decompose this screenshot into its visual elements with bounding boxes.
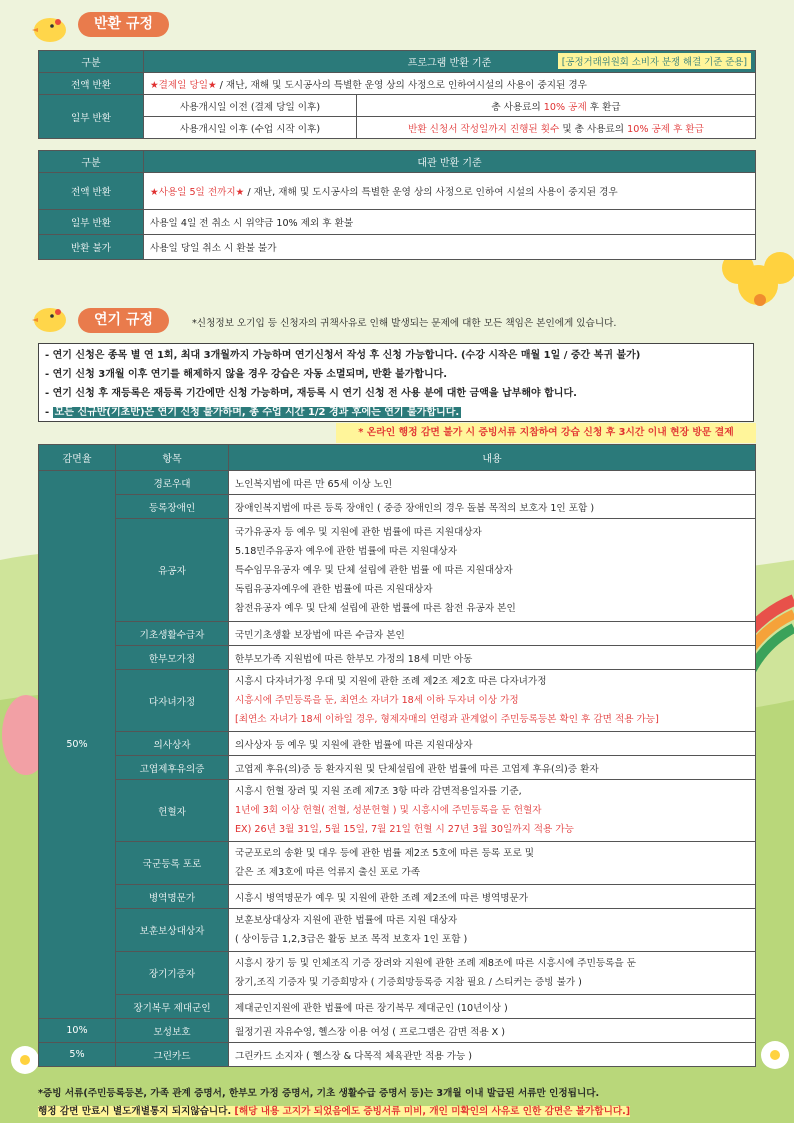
item-label: 다자녀가정	[116, 670, 229, 732]
content-line: 시흥시 다자녀가정 우대 및 지원에 관한 조례 제2조 제2호 따른 다자녀가정	[235, 676, 547, 687]
item-content: 국민기초생활 보장법에 따른 수급자 본인	[229, 622, 756, 646]
item-label: 모성보호	[116, 1019, 229, 1043]
partial-before-start: 사용개시일 이전 (결제 당일 이후)	[144, 95, 357, 117]
content-line-highlight: EX) 26년 3월 31일, 5월 15일, 7월 21일 헌혈 시 27년 3월 30일까지 적용 가능	[235, 824, 574, 835]
col-header-item: 항목	[116, 445, 229, 471]
content-line-highlight: 시흥시에 주민등록을 둔, 최연소 자녀가 18세 이하 두자녀 이상 가정	[235, 695, 519, 706]
rental-refund-table	[38, 150, 756, 260]
full-refund-text: / 재난, 재해 및 도시공사의 특별한 운영 상의 사정으로 인하여 시설의 사용이 중지된 경우	[244, 187, 618, 198]
content-line-highlight: [최연소 자녀가 18세 이하일 경우, 형제자매의 연령과 관계없이 주민등록등본 확인 후 감면 적용 가능]	[235, 714, 659, 725]
item-label: 헌혈자	[116, 780, 229, 842]
item-label: 유공자	[116, 519, 229, 622]
item-content: 한부모가족 지원법에 따른 한부모 가정의 18세 미만 아동	[229, 646, 756, 670]
partial-before-start-rule	[357, 95, 756, 117]
postpone-responsibility-note: *신청정보 오기입 등 신청자의 귀책사유로 인해 발생되는 문제에 대한 모든 책임은 본인에게 있습니다.	[192, 318, 617, 329]
content-line: 국가유공자 등 예우 및 지원에 관한 법률에 따른 지원대상자	[235, 526, 482, 538]
rule-highlight: 10% 공제 후 환급	[627, 123, 704, 135]
content-line: 같은 조 제3호에 따른 억류지 출신 포로 가족	[235, 867, 420, 878]
full-refund-text: / 재난, 재해 및 도시공사의 특별한 운영 상의 사정으로 인하여시설의 사용이 중지된 경우	[216, 79, 587, 91]
footer-expiry-warning: [해당 내용 고지가 되었음에도 증빙서류 미비, 개인 미확인의 사유로 인한 감면은 불가합니다.]	[231, 1106, 631, 1117]
item-content	[229, 780, 756, 842]
rule-text: 총 사용료의	[491, 101, 544, 113]
col-header-category: 구분	[39, 51, 144, 73]
postpone-rule: - 연기 신청은 종목 별 연 1회, 최대 3개월까지 가능하며 연기신청서 작성 후 신청 가능합니다. (수강 시작은 매월 1일 / 중간 복귀 불가)	[45, 350, 641, 361]
item-label: 의사상자	[116, 732, 229, 756]
rental-no-refund-content: 사용일 당일 취소 시 환불 불가	[144, 235, 756, 260]
partial-after-start: 사용개시일 이후 (수업 시작 이후)	[144, 117, 357, 139]
item-label: 병역명문가	[116, 885, 229, 909]
postpone-rule	[45, 403, 747, 422]
item-label: 국군등록 포로	[116, 842, 229, 885]
full-refund-highlight: ★사용일 5일 전까지★	[150, 187, 245, 198]
table-row	[39, 909, 756, 952]
item-content	[229, 519, 756, 622]
item-content: 노인복지법에 따른 만 65세 이상 노인	[229, 471, 756, 495]
item-content: 월정기권 자유수영, 헬스장 이용 여성 ( 프로그램은 감면 적용 X )	[229, 1019, 756, 1043]
rule-highlight: 반환 신청서 작성일까지 진행된 횟수	[408, 123, 560, 135]
table-row	[39, 842, 756, 885]
item-content: 제대군인지원에 관한 법률에 따른 장기복무 제대군인 (10년이상 )	[229, 995, 756, 1019]
postpone-rule: - 연기 신청 후 재등록은 재등록 기간에만 신청 가능하며, 재등록 시 연기 신청 전 사용 분에 대한 금액을 납부해야 합니다.	[45, 388, 577, 399]
col-header-program-refund	[144, 51, 756, 73]
footer-document-note: *증빙 서류(주민등록등본, 가족 관계 증명서, 한부모 가정 증명서, 기초 생활수급 증명서 등)는 3개월 이내 발급된 서류만 인정됩니다.	[38, 1088, 600, 1099]
content-line: 국군포로의 송환 및 대우 등에 관한 법률 제2조 5호에 따른 등록 포로 및	[235, 848, 535, 859]
col-header-rate: 감면율	[39, 445, 116, 471]
item-label: 기초생활수급자	[116, 622, 229, 646]
table-row	[39, 471, 756, 495]
table-row	[39, 1043, 756, 1067]
row-label-no-refund: 반환 불가	[39, 235, 144, 260]
rental-full-refund-content	[144, 173, 756, 210]
footer-expiry-note	[38, 1103, 630, 1117]
content-line-highlight: 1년에 3회 이상 헌혈( 전혈, 성분헌혈 ) 및 시흥시에 주민등록을 둔 헌혈자	[235, 805, 542, 816]
content-line: ( 상이등급 1,2,3급은 활동 보조 목적 보호자 1인 포함 )	[235, 934, 468, 945]
table-row	[39, 885, 756, 909]
item-content	[229, 670, 756, 732]
table-row	[39, 995, 756, 1019]
discount-table	[38, 444, 756, 1067]
rule-text: 및 총 사용료의	[559, 123, 628, 135]
col-header-text: 프로그램 반환 기준	[407, 58, 492, 69]
item-content: 고엽제 후유(의)증 등 환자지원 및 단체설립에 관한 법률에 따른 고엽제 후유(의)증 환자	[229, 756, 756, 780]
content-line: 특수임무유공자 예우 및 단체 설립에 관한 법률 에 따른 지원대상자	[235, 564, 513, 576]
content-line: 5.18민주유공자 예우에 관한 법률에 따른 지원대상자	[235, 545, 457, 557]
table-row	[39, 622, 756, 646]
col-header-category: 구분	[39, 151, 144, 173]
row-label-partial-refund: 일부 반환	[39, 95, 144, 139]
partial-after-start-rule	[357, 117, 756, 139]
table-row	[39, 670, 756, 732]
content-line: 시흥시 헌혈 장려 및 지원 조례 제7조 3항 따라 감면적용일자를 기준,	[235, 786, 522, 797]
item-label: 등록장애인	[116, 495, 229, 519]
rule-text: 후 환급	[586, 101, 621, 113]
postpone-rules-box	[38, 343, 754, 422]
table-row	[39, 780, 756, 842]
content-line: 보훈보상대상자 지원에 관한 법률에 따른 지원 대상자	[235, 915, 458, 926]
item-content: 시흥시 병역명문가 예우 및 지원에 관한 조례 제2조에 따른 병역명문가	[229, 885, 756, 909]
item-content: 그린카드 소지자 ( 헬스장 & 다목적 체육관만 적용 가능 )	[229, 1043, 756, 1067]
rate-10: 10%	[39, 1019, 116, 1043]
table-row	[39, 732, 756, 756]
item-label: 보훈보상대상자	[116, 909, 229, 952]
full-refund-highlight: ★결제일 당일★	[150, 79, 217, 91]
row-label-partial-refund: 일부 반환	[39, 210, 144, 235]
item-label: 한부모가정	[116, 646, 229, 670]
postpone-rule-highlight: 모든 신규반(기초반)은 연기 신청 불가하며, 총 수업 시간 1/2 경과 후에는 연기 불가합니다.	[54, 407, 460, 418]
table-row	[39, 756, 756, 780]
chick-icon	[30, 8, 70, 44]
rule-highlight: 10% 공제	[543, 101, 587, 113]
content-line: 독립유공자예우에 관한 법률에 따른 지원대상자	[235, 583, 433, 595]
col-header-rental-refund: 대관 반환 기준	[144, 151, 756, 173]
item-label: 장기기증자	[116, 952, 229, 995]
postpone-section-title: 연기 규정	[78, 308, 169, 333]
content-line: 시흥시 장기 등 및 인체조직 기증 장려와 지원에 관한 조례 제8조에 따른 시흥시에 주민등록을 둔	[235, 958, 636, 969]
chick-icon	[30, 298, 70, 334]
row-label-full-refund: 전액 반환	[39, 173, 144, 210]
item-label: 경로우대	[116, 471, 229, 495]
item-content: 장애인복지법에 따른 등록 장애인 ( 중증 장애인의 경우 돌봄 목적의 보호자 1인 포함 )	[229, 495, 756, 519]
item-label: 그린카드	[116, 1043, 229, 1067]
table-row	[39, 495, 756, 519]
item-label: 고엽제후유의증	[116, 756, 229, 780]
footer-expiry-highlight: 행정 감면 만료시 별도개별통지 되지않습니다.	[38, 1106, 232, 1117]
rate-5: 5%	[39, 1043, 116, 1067]
offline-payment-banner: * 온라인 행정 감면 불가 시 증빙서류 지참하여 강습 신청 후 3시간 이내 현장 방문 결제	[336, 423, 756, 443]
item-label: 장기복무 제대군인	[116, 995, 229, 1019]
content-line: 장기,조직 기증자 및 기증희망자 ( 기증희망등록증 지참 필요 / 스티커는 증빙 불가 )	[235, 977, 582, 988]
program-refund-table	[38, 50, 756, 139]
table-row	[39, 519, 756, 622]
table-row	[39, 952, 756, 995]
rate-50: 50%	[39, 471, 116, 1019]
rule-dash: -	[45, 407, 53, 418]
table-row	[39, 1019, 756, 1043]
item-content: 의사상자 등 예우 및 지원에 관한 법률에 따른 지원대상자	[229, 732, 756, 756]
fair-trade-note: [공정거래위원회 소비자 분쟁 해결 기준 준용]	[558, 53, 751, 69]
full-refund-content	[144, 73, 756, 95]
item-content	[229, 952, 756, 995]
col-header-content: 내용	[229, 445, 756, 471]
postpone-rule: - 연기 신청 3개월 이후 연기를 해제하지 않을 경우 강습은 자동 소멸되며, 반환 불가합니다.	[45, 369, 448, 380]
item-content	[229, 842, 756, 885]
table-row	[39, 646, 756, 670]
content-line: 참전유공자 예우 및 단체 설립에 관한 법률에 따른 참전 유공자 본인	[235, 602, 516, 614]
refund-section-title: 반환 규정	[78, 12, 169, 37]
item-content	[229, 909, 756, 952]
row-label-full-refund: 전액 반환	[39, 73, 144, 95]
rental-partial-refund-content: 사용일 4일 전 취소 시 위약금 10% 제외 후 환불	[144, 210, 756, 235]
